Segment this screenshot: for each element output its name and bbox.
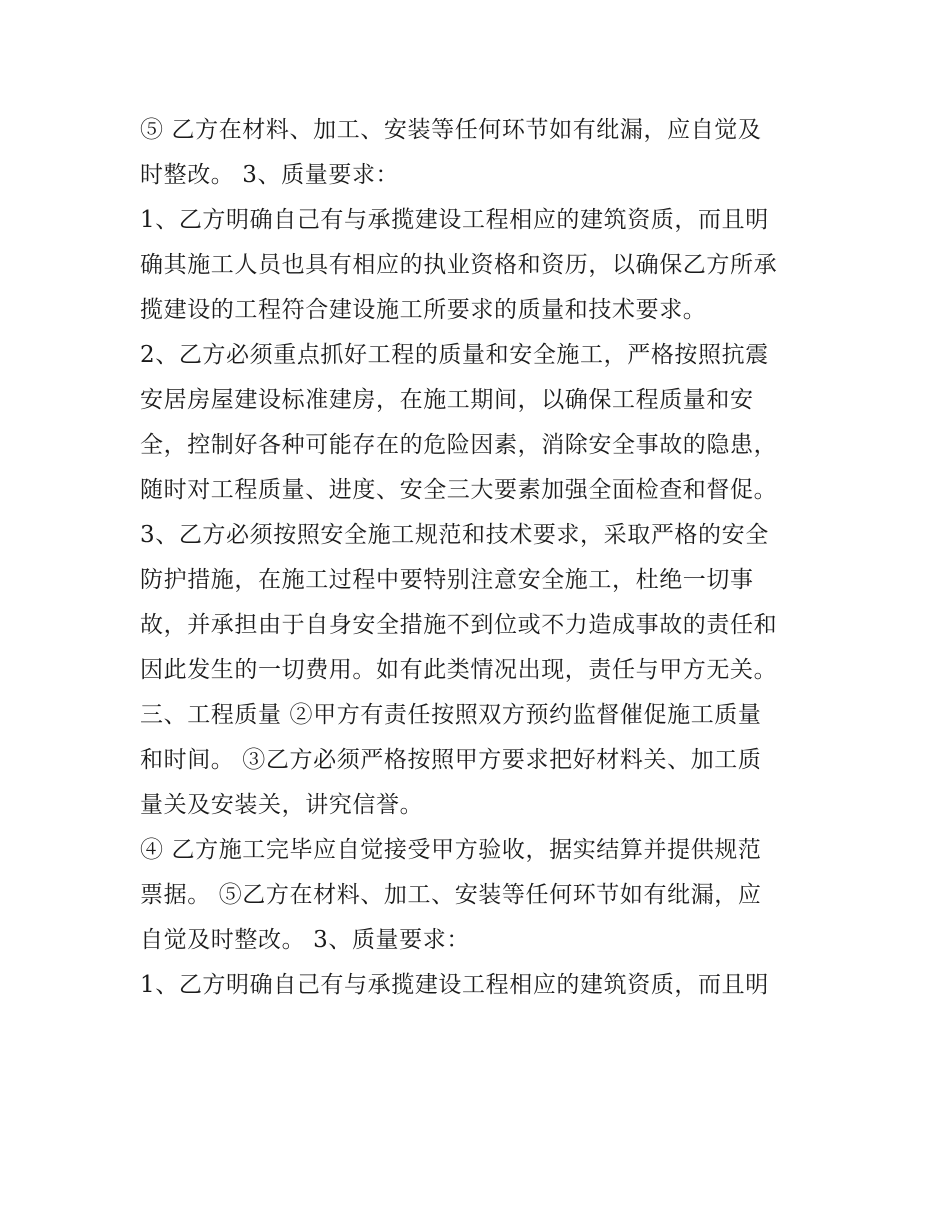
paragraph-5: 三、工程质量 ②甲方有责任按照双方预约监督催促施工质量 和时间。 ③乙方必须严格按照甲方要求把好材料关、加工质 量关及安装关，讲究信誉。 xyxy=(140,702,762,818)
paragraph-3: 2、乙方必须重点抓好工程的质量和安全施工，严格按照抗震 安居房屋建设标准建房，在施工期间，以确保工程质量和安 全，控制好各种可能存在的危险因素，消除安全事故的隐患， 随时对工程质量、进度、安全三大要素加强全面检查和督促。 xyxy=(140,342,778,503)
paragraph-2: 1、乙方明确自己有与承揽建设工程相应的建筑资质，而且明 确其施工人员也具有相应的执业资格和资历，以确保乙方所承 揽建设的工程符合建设施工所要求的质量和技术要求。 xyxy=(140,207,778,323)
paragraph-4: 3、乙方必须按照安全施工规范和技术要求，采取严格的安全 防护措施，在施工过程中要特别注意安全施工，杜绝一切事 故，并承担由于自身安全措施不到位或不力造成事故的责任和 因此发生的一切费用。如有此类情况出现，责任与甲方无关。 xyxy=(140,522,778,683)
paragraph-6: ④ 乙方施工完毕应自觉接受甲方验收，据实结算并提供规范 票据。 ⑤乙方在材料、加工、安装等任何环节如有纰漏，应 自觉及时整改。 3、质量要求： xyxy=(140,837,762,953)
paragraph-7: 1、乙方明确自己有与承揽建设工程相应的建筑资质，而且明 xyxy=(140,972,769,998)
document-body xyxy=(140,108,820,1008)
paragraph-1: ⑤ 乙方在材料、加工、安装等任何环节如有纰漏，应自觉及 时整改。 3、质量要求： xyxy=(140,117,762,188)
